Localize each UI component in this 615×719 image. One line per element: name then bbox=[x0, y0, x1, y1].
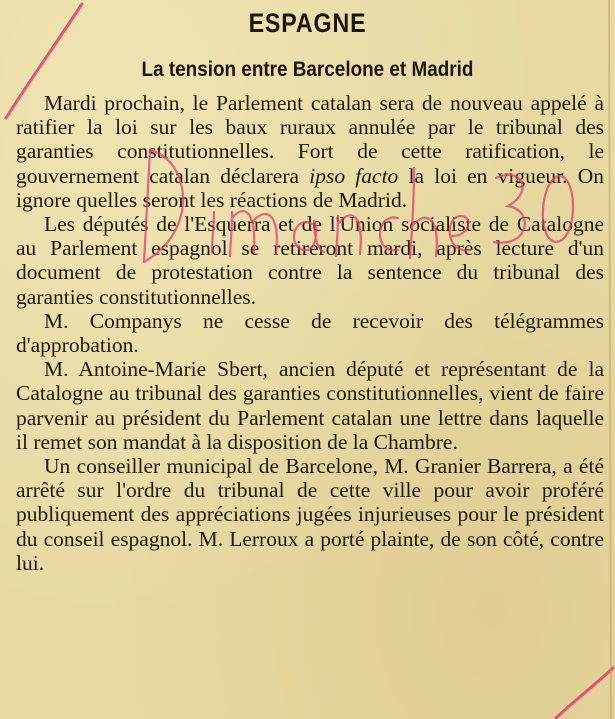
paragraph-5: Un conseiller municipal de Barcelone, M. Granier Barrera, a été arrêté sur l'ordre du tribunal de cette ville pour avoir proféré publiquement des appréciations jugées injurieuses pour le président du conseil espagnol. M. Lerroux a porté plainte, de son côté, contre lui. bbox=[16, 454, 604, 575]
section-title: ESPAGNE bbox=[248, 8, 367, 38]
paragraph-1-text-a: Mardi prochain, le Parlement catalan sera de nouveau appelé à ratifier la loi sur les baux ruraux annulée par le tribunal des garanties constitutionnelles. Fort de cette ratification, le gouvernement catalan déclarera bbox=[16, 91, 604, 188]
paper-crease bbox=[609, 0, 611, 719]
paragraph-1 bbox=[16, 91, 604, 212]
paragraph-3: M. Companys ne cesse de recevoir des télégrammes d'approbation. bbox=[16, 308, 604, 358]
article-headline: La tension entre Barcelone et Madrid bbox=[141, 58, 474, 81]
paragraph-2: Les députés de l'Esquerra et de l'Union socialiste de Catalogne au Parlement espagnol se retireront mardi, après lecture d'un document de protestation contre la sentence du tribunal des garanties constitutionnelles. bbox=[16, 212, 604, 309]
paragraph-4: M. Antoine-Marie Sbert, ancien député et représentant de la Catalogne au tribunal des garanties constitutionnelles, vient de faire parvenir au président du Parlement catalan une lettre dans laquelle il remet son mandat à la disposition de la Chambre. bbox=[16, 357, 604, 454]
paragraph-1-emphasis: ipso facto bbox=[309, 163, 399, 188]
article-body bbox=[16, 91, 604, 575]
pen-stroke-bottom-right bbox=[556, 668, 613, 718]
paragraph-1-text-b: la loi en vigueur. On ignore quelles seront les réactions de Madrid. bbox=[16, 163, 604, 212]
